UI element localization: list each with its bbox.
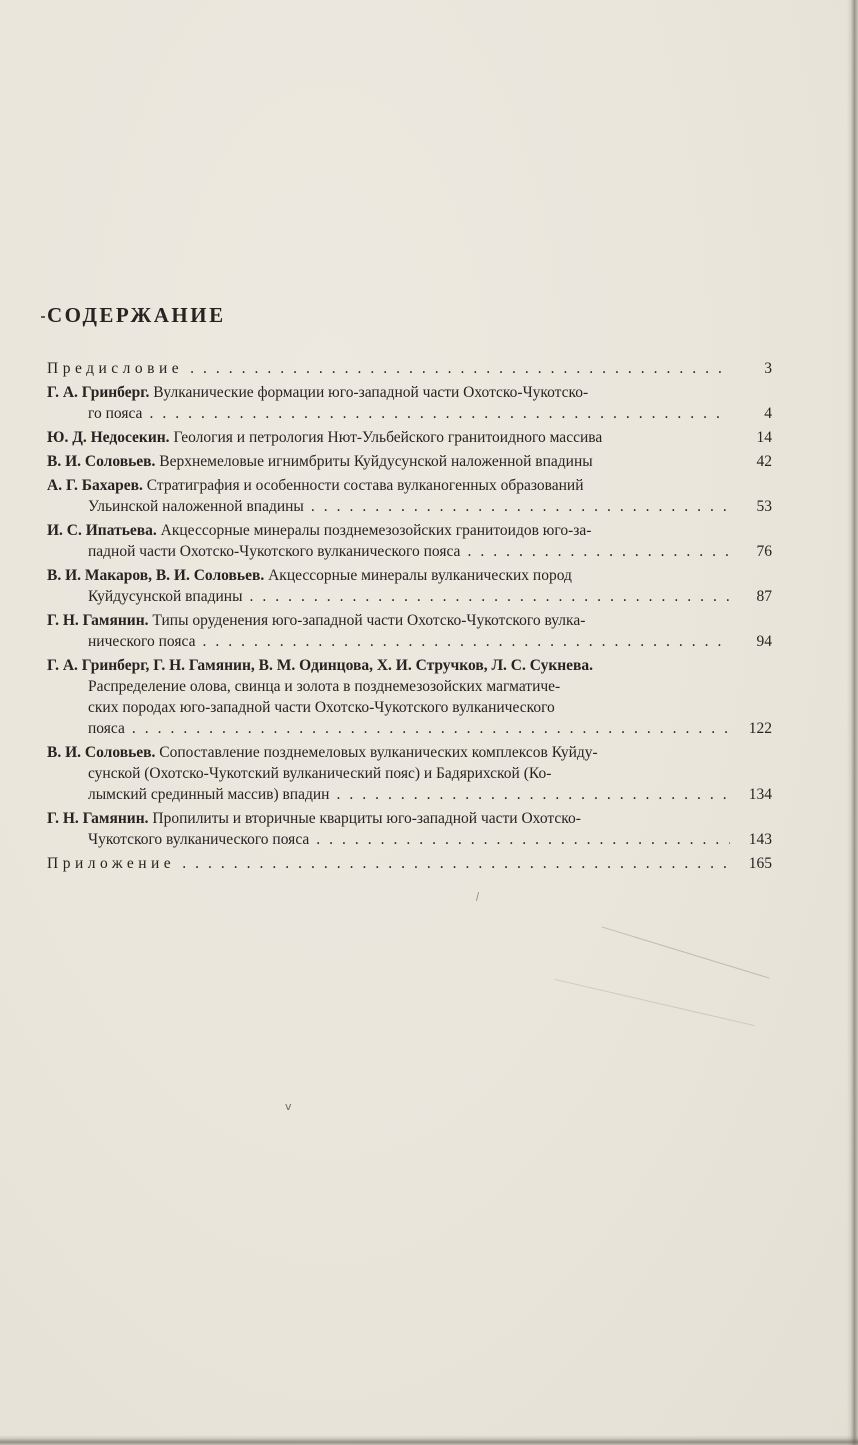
- toc-content: [47, 303, 772, 877]
- dot-leader: [202, 631, 730, 652]
- toc-line: [47, 808, 772, 829]
- page-edge-right: [847, 0, 858, 1445]
- toc-author: Г. Н. Гамянин.: [47, 810, 149, 827]
- toc-line-text: ских породах юго-западной части Охотско-Чукотского вулканического: [88, 699, 555, 716]
- toc-line: [47, 763, 772, 784]
- toc-line-text: пояса: [88, 720, 125, 737]
- toc-line: [47, 784, 772, 805]
- toc-line-text: А. Г. Бахарев. Стратиграфия и особенности состава вулканогенных образований: [47, 477, 584, 494]
- toc-author: Г. А. Гринберг.: [47, 384, 150, 401]
- toc-line: [47, 829, 772, 850]
- toc-author: В. И. Соловьев.: [47, 744, 156, 761]
- toc-author: Г. А. Гринберг, Г. Н. Гамянин, В. М. Одинцова, Х. И. Стручков, Л. С. Сукнева.: [47, 657, 594, 674]
- toc-line: [47, 358, 772, 379]
- toc-line-text: падной части Охотско-Чукотского вулканического пояса: [88, 543, 461, 560]
- toc-line-text: сунской (Охотско-Чукотский вулканический пояс) и Бадярихской (Ко-: [88, 765, 552, 782]
- toc-line-text: лымский срединный массив) впадин: [88, 786, 330, 803]
- page-number: 14: [756, 429, 772, 446]
- toc-line: [47, 382, 772, 403]
- page-number: 122: [748, 720, 772, 737]
- scan-artifact-scratch: [602, 926, 770, 978]
- page-number: 87: [756, 588, 772, 605]
- toc-line: [47, 655, 772, 676]
- toc-line-text: И. С. Ипатьева. Акцессорные минералы позднемезозойских гранитоидов юго-за-: [47, 522, 592, 539]
- toc-line-text: Г. Н. Гамянин. Типы оруденения юго-западной части Охотско-Чукотского вулка-: [47, 612, 586, 629]
- toc-line-text: Г. Н. Гамянин. Пропилиты и вторичные кварциты юго-западной части Охотско-: [47, 810, 581, 827]
- dot-leader: [149, 403, 730, 424]
- dot-leader: [316, 829, 730, 850]
- page-number: 4: [764, 405, 772, 422]
- dot-leader: [132, 718, 730, 739]
- toc-line-text: В. И. Соловьев. Верхнемеловые игнимбриты Куйдусунской наложенной впадины: [47, 453, 593, 470]
- toc-line: [47, 697, 772, 718]
- toc-line-text: нического пояса: [88, 633, 196, 650]
- scan-artifact-mark: v: [285, 1100, 292, 1113]
- toc-entry: [47, 742, 772, 805]
- toc-author: А. Г. Бахарев.: [47, 477, 143, 494]
- toc-entry: [47, 382, 772, 424]
- toc-line-text: В. И. Соловьев. Сопоставление позднемеловых вулканических комплексов Куйду-: [47, 744, 598, 761]
- toc-line: [47, 586, 772, 607]
- toc-line: [47, 742, 772, 763]
- toc-line: [47, 853, 772, 874]
- page-number: 94: [756, 633, 772, 650]
- toc-author: В. И. Макаров, В. И. Соловьев.: [47, 567, 265, 584]
- toc-entry: [47, 475, 772, 517]
- page-number: 143: [748, 831, 772, 848]
- toc-entry: [47, 565, 772, 607]
- toc-author: Г. Н. Гамянин.: [47, 612, 149, 629]
- toc-line-text: [47, 655, 593, 676]
- page-number: 134: [748, 786, 772, 803]
- toc-entry: [47, 610, 772, 652]
- page-edge-bottom: [0, 1435, 858, 1445]
- toc-line: [47, 451, 772, 472]
- toc-entry: [47, 808, 772, 850]
- toc-list: [47, 358, 772, 874]
- toc-line-text: Г. А. Гринберг. Вулканические формации юго-западной части Охотско-Чукотско-: [47, 384, 589, 401]
- dot-leader: [609, 427, 730, 448]
- dot-leader: [336, 784, 730, 805]
- toc-line-text: Чукотского вулканического пояса: [88, 831, 310, 848]
- toc-author: И. С. Ипатьева.: [47, 522, 157, 539]
- page-number: 165: [748, 855, 772, 872]
- toc-line: [47, 403, 772, 424]
- toc-author: В. И. Соловьев.: [47, 453, 156, 470]
- toc-line: [47, 610, 772, 631]
- dot-leader: [190, 358, 730, 379]
- scan-artifact-tick: [476, 892, 479, 901]
- toc-line-text: Ульинской наложенной впадины: [88, 498, 304, 515]
- dot-leader: [250, 586, 730, 607]
- page-number: 53: [756, 498, 772, 515]
- toc-entry: [47, 853, 772, 874]
- toc-entry: [47, 427, 772, 448]
- toc-entry: [47, 451, 772, 472]
- toc-line: [47, 520, 772, 541]
- page-number: 76: [756, 543, 772, 560]
- dot-leader: [467, 541, 730, 562]
- toc-line: [47, 427, 772, 448]
- page-number: 3: [764, 360, 772, 377]
- scan-artifact-scratch: [555, 979, 755, 1026]
- toc-line: [47, 565, 772, 586]
- toc-author: Ю. Д. Недосекин.: [47, 429, 170, 446]
- dot-leader: [600, 451, 730, 472]
- toc-line-text: Распределение олова, свинца и золота в позднемезозойских магматиче-: [88, 678, 561, 695]
- dot-leader: [182, 853, 730, 874]
- dot-leader: [311, 496, 730, 517]
- toc-line: [47, 631, 772, 652]
- toc-line-text: го пояса: [88, 405, 143, 422]
- toc-line: [47, 475, 772, 496]
- toc-line: [47, 676, 772, 697]
- toc-line-text: Предисловие: [47, 360, 184, 377]
- toc-line: [47, 718, 772, 739]
- toc-entry: [47, 655, 772, 739]
- toc-line-text: Ю. Д. Недосекин. Геология и петрология Нют-Ульбейского гранитоидного массива: [47, 429, 603, 446]
- toc-entry: [47, 358, 772, 379]
- toc-line-text: Приложение: [47, 855, 176, 872]
- page-number: 42: [756, 453, 772, 470]
- page-title: СОДЕРЖАНИЕ: [47, 303, 772, 328]
- toc-entry: [47, 520, 772, 562]
- toc-line-text: Куйдусунской впадины: [88, 588, 243, 605]
- toc-line: [47, 541, 772, 562]
- toc-line-text: В. И. Макаров, В. И. Соловьев. Акцессорные минералы вулканических пород: [47, 567, 572, 584]
- toc-line: [47, 496, 772, 517]
